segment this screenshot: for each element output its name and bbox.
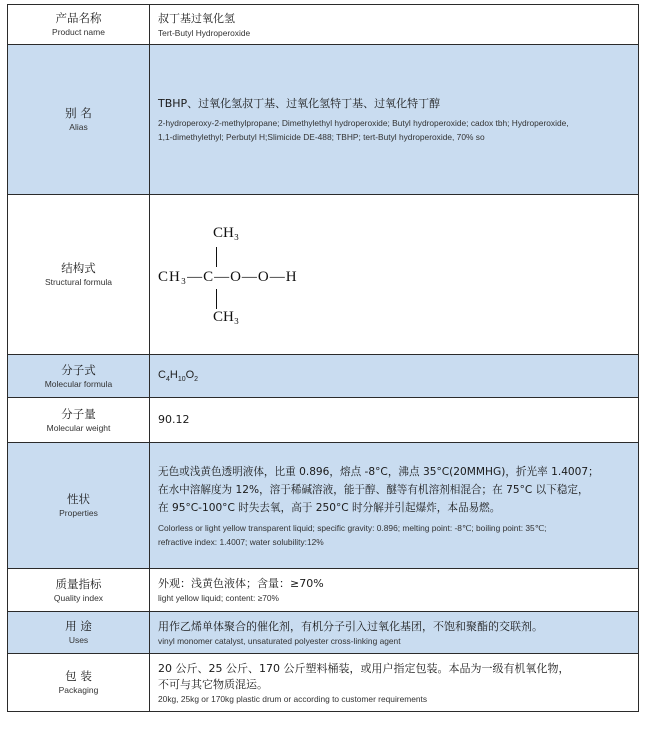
label-en: Molecular formula [44,378,113,389]
label-zh: 分子量 [61,406,96,421]
molecular-weight-value: 90.12 [158,413,190,426]
row-quality-index [8,569,638,612]
molecular-formula: $C_4H_{10}O_2$ [158,368,199,384]
value-cell [150,569,638,611]
alias-en-line-1: 2-hydroperoxy-2-methylpropane; Dimethylethyl hydroperoxide; Butyl hydroperoxide; cadox tbh; Hydroperoxide, [158,117,569,128]
product-spec-table [7,4,639,712]
row-molecular-formula [8,355,638,398]
label-cell [8,654,150,711]
uses-zh: 用作乙烯单体聚合的催化剂，有机分子引入过氧化基团，不饱和聚酯的交联剂。 [158,619,543,633]
label-en: Uses [68,635,89,645]
quality-zh: 外观：浅黄色液体；含量：≥70% [158,577,324,590]
label-cell [8,195,150,354]
row-molecular-weight [8,398,638,443]
alias-zh: TBHP、过氧化氢叔丁基、过氧化氢特丁基、过氧化特丁醇 [158,96,441,110]
row-alias [8,45,638,195]
label-en: Quality index [53,592,104,603]
label-zh: 产品名称 [55,11,102,25]
main-chain: CH₃—C—O—O—H [158,268,298,285]
label-zh: 包 装 [65,669,92,683]
structural-formula-diagram [158,215,368,335]
row-product-name [8,5,638,45]
row-uses [8,612,638,654]
label-cell [8,5,150,44]
label-en: Structural formula [44,277,113,287]
label-en: Packaging [58,685,99,695]
properties-en-line-1: Colorless or light yellow transparent liquid; specific gravity: 0.896; melting point: -8℃; boiling point: 35℃; [158,522,547,533]
packaging-zh-line-1: 20 公斤、25 公斤、170 公斤塑料桶装，或用户指定包装。本品为一级有机氧化物， [158,661,570,675]
value-cell [150,443,638,568]
product-name-zh: 叔丁基过氧化氢 [158,11,235,25]
packaging-zh-line-2: 不可与其它物质混运。 [158,677,268,691]
value-cell [150,654,638,711]
label-cell [8,45,150,194]
label-zh: 质量指标 [55,576,102,591]
value-cell [150,398,638,442]
row-packaging [8,654,638,711]
value-cell [150,45,638,194]
label-en: Molecular weight [46,422,111,433]
properties-zh-line-3: 在 95°C-100°C 时失去氧，高于 250°C 时分解并引起爆炸，本品易燃。 [158,501,501,514]
value-cell [150,195,638,354]
label-cell [8,355,150,397]
label-cell [8,612,150,653]
label-en: Alias [69,122,88,132]
properties-en-line-2: refractive index: 1.4007; water solubility:12% [158,536,324,547]
label-cell [8,443,150,568]
label-zh: 用 途 [65,619,92,633]
quality-en: light yellow liquid; content: ≥70% [158,593,279,603]
packaging-en: 20kg, 25kg or 170kg plastic drum or according to customer requirements [158,693,428,704]
label-cell [8,569,150,611]
label-cell [8,398,150,442]
label-zh: 分子式 [61,362,96,377]
label-zh: 别 名 [65,106,92,120]
methyl-top: CH₃ [213,224,240,241]
label-zh: 结构式 [61,261,96,275]
alias-en-line-2: 1,1-dimethylethyl; Perbutyl H;Slimicide DE-488; TBHP; tert-Butyl hydroperoxide, 70% so [158,131,485,142]
label-en: Properties [59,508,98,518]
bond-top [216,247,217,267]
label-en: Product name [52,27,105,37]
label-zh: 性状 [67,492,90,506]
value-cell [150,5,638,44]
properties-zh-line-1: 无色或浅黄色透明液体，比重 0.896，熔点 -8°C，沸点 35°C(20MMHG)，折光率 1.4007； [158,465,599,478]
methyl-bottom: CH₃ [213,308,240,325]
row-structure [8,195,638,355]
value-cell [150,355,638,397]
properties-zh-line-2: 在水中溶解度为 12%，溶于稀碱溶液，能于醇、醚等有机溶剂相混合；在 75°C 以下稳定， [158,483,589,496]
uses-en: vinyl monomer catalyst, unsaturated polyester cross-linking agent [158,635,401,646]
value-cell [150,612,638,653]
row-properties [8,443,638,569]
product-name-en: Tert-Butyl Hydroperoxide [158,27,251,38]
bond-bottom [216,289,217,309]
